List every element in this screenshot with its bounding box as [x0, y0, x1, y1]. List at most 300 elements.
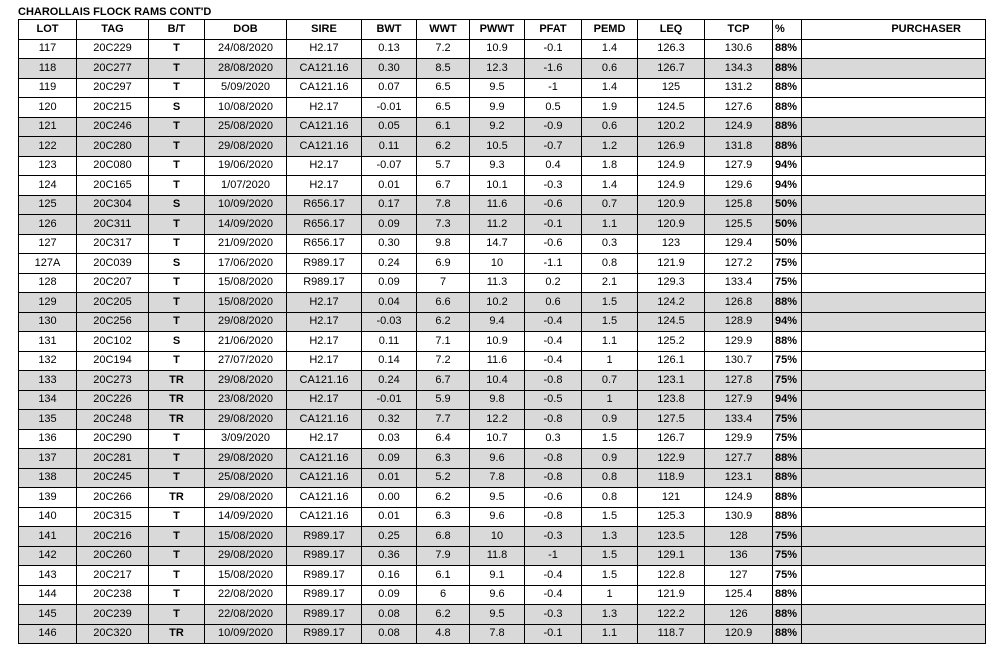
cell-bwt: 0.14	[362, 351, 417, 371]
table-row	[19, 195, 986, 215]
cell-bt: T	[149, 293, 205, 313]
cell-bt: T	[149, 78, 205, 98]
cell-tag: 20C207	[77, 273, 149, 293]
cell-tag: 20C229	[77, 39, 149, 59]
cell-pemd: 1.5	[582, 429, 638, 449]
cell-bt: T	[149, 59, 205, 79]
cell-sire: R989.17	[287, 273, 362, 293]
cell-pwwt: 9.3	[470, 156, 525, 176]
cell-bwt: 0.00	[362, 488, 417, 508]
cell-leq: 118.7	[638, 624, 705, 644]
cell-tcp: 127.9	[705, 156, 773, 176]
column-header-lot: LOT	[19, 20, 77, 40]
cell-sire: H2.17	[287, 312, 362, 332]
cell-dob: 15/08/2020	[205, 293, 287, 313]
cell-bwt: 0.30	[362, 59, 417, 79]
cell-purchaser	[802, 390, 986, 410]
cell-leq: 121.9	[638, 254, 705, 274]
cell-wwt: 7.2	[417, 39, 470, 59]
cell-sire: CA121.16	[287, 78, 362, 98]
cell-wwt: 7.2	[417, 351, 470, 371]
cell-tag: 20C290	[77, 429, 149, 449]
cell-tag: 20C281	[77, 449, 149, 469]
cell-pwwt: 9.5	[470, 78, 525, 98]
cell-wwt: 6.1	[417, 566, 470, 586]
cell-tcp: 126	[705, 605, 773, 625]
cell-pfat: -0.4	[525, 312, 582, 332]
cell-percent: 88%	[773, 293, 802, 313]
cell-lot: 131	[19, 332, 77, 352]
table-row	[19, 254, 986, 274]
cell-tag: 20C311	[77, 215, 149, 235]
table-row	[19, 39, 986, 59]
cell-lot: 134	[19, 390, 77, 410]
cell-wwt: 7.9	[417, 546, 470, 566]
cell-lot: 127A	[19, 254, 77, 274]
cell-purchaser	[802, 605, 986, 625]
cell-bwt: 0.24	[362, 254, 417, 274]
cell-lot: 117	[19, 39, 77, 59]
cell-leq: 122.9	[638, 449, 705, 469]
column-header-tcp: TCP	[705, 20, 773, 40]
cell-wwt: 9.8	[417, 234, 470, 254]
cell-pfat: -0.5	[525, 390, 582, 410]
cell-bt: T	[149, 546, 205, 566]
cell-tcp: 128	[705, 527, 773, 547]
table-row	[19, 234, 986, 254]
cell-leq: 126.7	[638, 59, 705, 79]
cell-pwwt: 10	[470, 254, 525, 274]
table-row	[19, 390, 986, 410]
cell-pwwt: 9.5	[470, 488, 525, 508]
cell-bt: T	[149, 429, 205, 449]
column-header-percent: %	[773, 20, 802, 40]
cell-pfat: -0.8	[525, 507, 582, 527]
cell-purchaser	[802, 293, 986, 313]
cell-wwt: 6.2	[417, 488, 470, 508]
cell-tcp: 120.9	[705, 624, 773, 644]
cell-leq: 126.1	[638, 351, 705, 371]
cell-bt: S	[149, 195, 205, 215]
cell-sire: H2.17	[287, 98, 362, 118]
cell-wwt: 6.9	[417, 254, 470, 274]
cell-pfat: -1.1	[525, 254, 582, 274]
cell-percent: 88%	[773, 585, 802, 605]
cell-pwwt: 10.9	[470, 332, 525, 352]
cell-bt: TR	[149, 488, 205, 508]
cell-percent: 75%	[773, 429, 802, 449]
cell-bt: T	[149, 215, 205, 235]
column-header-leq: LEQ	[638, 20, 705, 40]
cell-lot: 133	[19, 371, 77, 391]
cell-tcp: 125.8	[705, 195, 773, 215]
cell-pemd: 0.7	[582, 371, 638, 391]
cell-wwt: 6.6	[417, 293, 470, 313]
cell-bt: S	[149, 98, 205, 118]
cell-dob: 22/08/2020	[205, 605, 287, 625]
cell-pwwt: 10.7	[470, 429, 525, 449]
cell-bwt: 0.36	[362, 546, 417, 566]
cell-tcp: 129.6	[705, 176, 773, 196]
cell-pemd: 1.9	[582, 98, 638, 118]
cell-leq: 123.8	[638, 390, 705, 410]
cell-tag: 20C320	[77, 624, 149, 644]
cell-bt: T	[149, 137, 205, 157]
cell-percent: 88%	[773, 332, 802, 352]
cell-tcp: 131.8	[705, 137, 773, 157]
cell-lot: 146	[19, 624, 77, 644]
cell-pemd: 1.4	[582, 78, 638, 98]
cell-percent: 50%	[773, 234, 802, 254]
cell-pwwt: 7.8	[470, 624, 525, 644]
cell-tcp: 133.4	[705, 410, 773, 430]
table-row	[19, 273, 986, 293]
cell-tag: 20C273	[77, 371, 149, 391]
cell-sire: CA121.16	[287, 137, 362, 157]
table-row	[19, 156, 986, 176]
cell-dob: 15/08/2020	[205, 273, 287, 293]
cell-dob: 25/08/2020	[205, 117, 287, 137]
cell-bt: T	[149, 449, 205, 469]
table-row	[19, 488, 986, 508]
cell-wwt: 6.7	[417, 371, 470, 391]
cell-pfat: 0.2	[525, 273, 582, 293]
cell-bt: T	[149, 605, 205, 625]
cell-percent: 75%	[773, 566, 802, 586]
cell-bwt: 0.16	[362, 566, 417, 586]
cell-sire: CA121.16	[287, 371, 362, 391]
cell-pwwt: 9.8	[470, 390, 525, 410]
cell-purchaser	[802, 254, 986, 274]
cell-sire: R989.17	[287, 254, 362, 274]
cell-tag: 20C256	[77, 312, 149, 332]
cell-pemd: 2.1	[582, 273, 638, 293]
table-row	[19, 312, 986, 332]
cell-wwt: 5.9	[417, 390, 470, 410]
cell-sire: CA121.16	[287, 117, 362, 137]
cell-tcp: 130.6	[705, 39, 773, 59]
cell-bwt: 0.11	[362, 137, 417, 157]
cell-dob: 14/09/2020	[205, 507, 287, 527]
cell-lot: 130	[19, 312, 77, 332]
table-row	[19, 137, 986, 157]
cell-lot: 139	[19, 488, 77, 508]
rams-table	[18, 19, 986, 644]
cell-dob: 29/08/2020	[205, 449, 287, 469]
cell-leq: 127.5	[638, 410, 705, 430]
column-header-pemd: PEMD	[582, 20, 638, 40]
cell-pfat: -0.4	[525, 585, 582, 605]
table-row	[19, 410, 986, 430]
cell-tcp: 129.4	[705, 234, 773, 254]
cell-leq: 124.9	[638, 176, 705, 196]
cell-tcp: 123.1	[705, 468, 773, 488]
cell-bwt: -0.03	[362, 312, 417, 332]
cell-tcp: 124.9	[705, 117, 773, 137]
cell-leq: 125.3	[638, 507, 705, 527]
cell-bt: T	[149, 39, 205, 59]
column-header-sire: SIRE	[287, 20, 362, 40]
cell-bwt: -0.01	[362, 98, 417, 118]
cell-pemd: 1.5	[582, 566, 638, 586]
cell-tag: 20C280	[77, 137, 149, 157]
cell-bt: T	[149, 566, 205, 586]
cell-purchaser	[802, 527, 986, 547]
cell-leq: 123	[638, 234, 705, 254]
cell-leq: 121	[638, 488, 705, 508]
cell-pemd: 1.5	[582, 312, 638, 332]
cell-tcp: 136	[705, 546, 773, 566]
cell-bwt: 0.01	[362, 507, 417, 527]
table-row	[19, 624, 986, 644]
cell-tag: 20C216	[77, 527, 149, 547]
cell-purchaser	[802, 546, 986, 566]
cell-sire: CA121.16	[287, 59, 362, 79]
cell-tcp: 127	[705, 566, 773, 586]
cell-dob: 21/09/2020	[205, 234, 287, 254]
cell-pfat: -0.4	[525, 351, 582, 371]
cell-tag: 20C215	[77, 98, 149, 118]
cell-wwt: 6.7	[417, 176, 470, 196]
cell-pemd: 1.1	[582, 332, 638, 352]
cell-pwwt: 9.6	[470, 507, 525, 527]
cell-pwwt: 9.6	[470, 449, 525, 469]
cell-leq: 123.5	[638, 527, 705, 547]
cell-sire: CA121.16	[287, 410, 362, 430]
cell-pfat: -0.1	[525, 215, 582, 235]
cell-bwt: 0.09	[362, 215, 417, 235]
cell-pwwt: 9.2	[470, 117, 525, 137]
cell-dob: 29/08/2020	[205, 137, 287, 157]
cell-pfat: -1	[525, 78, 582, 98]
cell-tcp: 127.8	[705, 371, 773, 391]
cell-bwt: 0.09	[362, 449, 417, 469]
cell-leq: 120.9	[638, 195, 705, 215]
cell-lot: 142	[19, 546, 77, 566]
cell-pwwt: 10	[470, 527, 525, 547]
cell-pfat: -0.1	[525, 39, 582, 59]
cell-pwwt: 11.3	[470, 273, 525, 293]
cell-bwt: 0.07	[362, 78, 417, 98]
cell-purchaser	[802, 371, 986, 391]
cell-pemd: 0.9	[582, 410, 638, 430]
cell-wwt: 6.4	[417, 429, 470, 449]
table-row	[19, 566, 986, 586]
cell-wwt: 5.2	[417, 468, 470, 488]
cell-leq: 124.5	[638, 98, 705, 118]
cell-tag: 20C260	[77, 546, 149, 566]
cell-pemd: 0.8	[582, 488, 638, 508]
cell-wwt: 6	[417, 585, 470, 605]
cell-tag: 20C245	[77, 468, 149, 488]
cell-pwwt: 9.6	[470, 585, 525, 605]
cell-purchaser	[802, 585, 986, 605]
cell-lot: 129	[19, 293, 77, 313]
cell-lot: 137	[19, 449, 77, 469]
cell-sire: R989.17	[287, 527, 362, 547]
cell-percent: 50%	[773, 215, 802, 235]
cell-percent: 88%	[773, 117, 802, 137]
cell-pemd: 1.4	[582, 39, 638, 59]
cell-pemd: 0.8	[582, 254, 638, 274]
cell-pfat: -0.4	[525, 566, 582, 586]
cell-lot: 143	[19, 566, 77, 586]
cell-bt: T	[149, 176, 205, 196]
cell-tcp: 130.7	[705, 351, 773, 371]
cell-pemd: 0.3	[582, 234, 638, 254]
table-row	[19, 293, 986, 313]
cell-bwt: 0.03	[362, 429, 417, 449]
cell-purchaser	[802, 195, 986, 215]
cell-pfat: -1.6	[525, 59, 582, 79]
cell-tcp: 134.3	[705, 59, 773, 79]
cell-tag: 20C315	[77, 507, 149, 527]
cell-sire: H2.17	[287, 39, 362, 59]
cell-bwt: 0.11	[362, 332, 417, 352]
cell-wwt: 7.7	[417, 410, 470, 430]
cell-wwt: 6.8	[417, 527, 470, 547]
cell-bwt: 0.13	[362, 39, 417, 59]
cell-sire: H2.17	[287, 390, 362, 410]
cell-wwt: 6.1	[417, 117, 470, 137]
cell-pwwt: 11.6	[470, 351, 525, 371]
cell-purchaser	[802, 176, 986, 196]
cell-purchaser	[802, 488, 986, 508]
cell-bwt: 0.01	[362, 176, 417, 196]
cell-pfat: 0.5	[525, 98, 582, 118]
cell-wwt: 8.5	[417, 59, 470, 79]
cell-percent: 94%	[773, 390, 802, 410]
cell-pemd: 0.8	[582, 468, 638, 488]
cell-sire: R989.17	[287, 605, 362, 625]
cell-percent: 75%	[773, 371, 802, 391]
cell-purchaser	[802, 156, 986, 176]
cell-dob: 5/09/2020	[205, 78, 287, 98]
column-header-bt: B/T	[149, 20, 205, 40]
cell-leq: 122.8	[638, 566, 705, 586]
cell-percent: 75%	[773, 410, 802, 430]
cell-wwt: 6.5	[417, 78, 470, 98]
cell-pemd: 1.5	[582, 293, 638, 313]
cell-dob: 10/09/2020	[205, 195, 287, 215]
cell-purchaser	[802, 59, 986, 79]
cell-pfat: 0.6	[525, 293, 582, 313]
cell-dob: 23/08/2020	[205, 390, 287, 410]
cell-pemd: 1.1	[582, 624, 638, 644]
table-row	[19, 468, 986, 488]
cell-pfat: -0.8	[525, 449, 582, 469]
cell-wwt: 6.2	[417, 605, 470, 625]
cell-purchaser	[802, 410, 986, 430]
cell-bwt: 0.09	[362, 273, 417, 293]
header-row	[19, 20, 986, 40]
cell-sire: R989.17	[287, 585, 362, 605]
cell-percent: 88%	[773, 507, 802, 527]
cell-percent: 88%	[773, 605, 802, 625]
cell-tag: 20C205	[77, 293, 149, 313]
cell-bt: TR	[149, 371, 205, 391]
cell-lot: 141	[19, 527, 77, 547]
cell-purchaser	[802, 137, 986, 157]
cell-percent: 75%	[773, 527, 802, 547]
cell-pemd: 1.2	[582, 137, 638, 157]
cell-pwwt: 10.2	[470, 293, 525, 313]
cell-pwwt: 12.2	[470, 410, 525, 430]
cell-lot: 118	[19, 59, 77, 79]
cell-bt: TR	[149, 410, 205, 430]
cell-bt: T	[149, 117, 205, 137]
cell-bt: T	[149, 585, 205, 605]
table-body	[19, 39, 986, 644]
table-row	[19, 78, 986, 98]
cell-sire: H2.17	[287, 429, 362, 449]
cell-bwt: 0.32	[362, 410, 417, 430]
cell-pemd: 0.9	[582, 449, 638, 469]
cell-bwt: -0.07	[362, 156, 417, 176]
cell-pwwt: 9.9	[470, 98, 525, 118]
cell-pfat: -0.1	[525, 624, 582, 644]
cell-pemd: 1	[582, 351, 638, 371]
cell-leq: 122.2	[638, 605, 705, 625]
cell-tag: 20C317	[77, 234, 149, 254]
cell-purchaser	[802, 468, 986, 488]
table-row	[19, 429, 986, 449]
cell-pfat: -0.3	[525, 176, 582, 196]
cell-pemd: 1.5	[582, 546, 638, 566]
cell-sire: CA121.16	[287, 488, 362, 508]
cell-leq: 123.1	[638, 371, 705, 391]
cell-lot: 136	[19, 429, 77, 449]
table-row	[19, 546, 986, 566]
cell-sire: H2.17	[287, 293, 362, 313]
cell-purchaser	[802, 117, 986, 137]
table-row	[19, 527, 986, 547]
cell-dob: 10/08/2020	[205, 98, 287, 118]
cell-wwt: 6.2	[417, 312, 470, 332]
cell-lot: 135	[19, 410, 77, 430]
cell-leq: 124.5	[638, 312, 705, 332]
cell-pfat: -0.9	[525, 117, 582, 137]
cell-sire: H2.17	[287, 351, 362, 371]
cell-percent: 75%	[773, 273, 802, 293]
cell-tag: 20C080	[77, 156, 149, 176]
cell-bt: TR	[149, 624, 205, 644]
cell-leq: 120.9	[638, 215, 705, 235]
cell-tcp: 127.9	[705, 390, 773, 410]
cell-bt: T	[149, 273, 205, 293]
cell-tcp: 127.7	[705, 449, 773, 469]
cell-tcp: 129.9	[705, 429, 773, 449]
cell-leq: 124.2	[638, 293, 705, 313]
cell-percent: 88%	[773, 488, 802, 508]
cell-tcp: 131.2	[705, 78, 773, 98]
cell-bwt: -0.01	[362, 390, 417, 410]
cell-lot: 132	[19, 351, 77, 371]
cell-tag: 20C102	[77, 332, 149, 352]
cell-pfat: -0.6	[525, 234, 582, 254]
cell-purchaser	[802, 449, 986, 469]
cell-lot: 122	[19, 137, 77, 157]
cell-tag: 20C194	[77, 351, 149, 371]
cell-bwt: 0.09	[362, 585, 417, 605]
cell-lot: 125	[19, 195, 77, 215]
cell-pwwt: 9.1	[470, 566, 525, 586]
cell-percent: 88%	[773, 98, 802, 118]
cell-percent: 75%	[773, 351, 802, 371]
cell-pemd: 1.4	[582, 176, 638, 196]
cell-wwt: 6.2	[417, 137, 470, 157]
column-header-dob: DOB	[205, 20, 287, 40]
